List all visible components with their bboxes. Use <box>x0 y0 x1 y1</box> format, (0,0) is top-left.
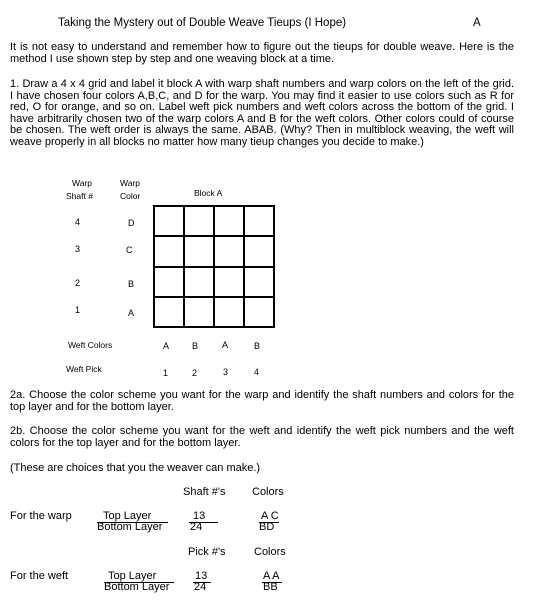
warp-row-label: For the warp <box>10 510 72 522</box>
intro-paragraph: It is not easy to understand and remember how to figure out the tieups for double weave. Here is the method I use shown step by step and one weaving block at a time. <box>10 41 514 65</box>
warp-color: D <box>128 218 135 228</box>
block-label: Block A <box>194 188 223 198</box>
weft-pick-label: Weft Pick <box>66 364 102 374</box>
weft-color: A <box>222 340 229 350</box>
colors-header: Colors <box>252 486 284 498</box>
warp-color: A <box>128 308 135 318</box>
pick-numbers-header: Pick #'s <box>188 546 226 558</box>
shaft-number: 4 <box>75 217 81 227</box>
grid-cell <box>155 268 185 298</box>
shaft-numbers-header: Shaft #'s <box>183 486 226 498</box>
bottom-layer-colors: BB <box>263 581 278 593</box>
weft-color: B <box>254 341 261 351</box>
choices-note: (These are choices that you the weaver can make.) <box>10 462 261 474</box>
step1-paragraph: 1. Draw a 4 x 4 grid and label it block A with warp shaft numbers and warp colors on the left of the grid. I have chosen four colors A,B,C, and D for the warp. You may find it easier to use colors such as R for red, O for orange, and so on. Label weft pick numbers and weft colors across the bottom of the grid. I have arbitrarily chosen two of the warp colors A and B for the weft colors. Other colors could of course be chosen. The weft order is always the same. ABAB. (Why? Then in multiblock weaving, the weft will weave properly in all blocks no matter how many tieup changes you decide to make.) <box>10 78 514 148</box>
shaft-number: 3 <box>75 244 81 254</box>
top-layer-label: Top Layer <box>103 510 152 522</box>
grid-cell <box>245 268 275 298</box>
weft-pick: 1 <box>163 368 169 378</box>
shaft-number: 2 <box>75 278 81 288</box>
weft-row-label: For the weft <box>10 570 69 582</box>
bottom-layer-shafts: 24 <box>190 521 203 533</box>
weft-pick: 3 <box>223 367 229 377</box>
warp-color-label-2: Color <box>120 191 141 201</box>
top-layer-shafts: 13 <box>193 510 206 522</box>
grid-cell <box>185 298 215 328</box>
warp-color: B <box>128 279 135 289</box>
top-layer-colors: A A <box>263 570 280 582</box>
weft-pick: 2 <box>192 368 198 378</box>
grid-cell <box>155 298 185 328</box>
grid-cell <box>245 298 275 328</box>
grid-cell <box>155 237 185 267</box>
warp-color-label-1: Warp <box>120 178 140 188</box>
top-layer-colors: A C <box>261 510 279 522</box>
grid-cell <box>245 237 275 267</box>
step2b-paragraph: 2b. Choose the color scheme you want for the weft and identify the weft pick numbers and the weft colors for the top layer and for the bottom layer. <box>10 425 514 449</box>
grid-cell <box>185 237 215 267</box>
bottom-layer-picks: 24 <box>194 581 207 593</box>
warp-color: C <box>126 245 133 255</box>
grid-cell <box>245 207 275 237</box>
tieup-grid <box>153 205 275 328</box>
bottom-layer-label: Bottom Layer <box>104 581 170 593</box>
top-layer-picks: 13 <box>195 570 208 582</box>
shaft-number-label: Shaft # <box>66 191 93 201</box>
weft-color: A <box>163 341 170 351</box>
colors-header: Colors <box>254 546 286 558</box>
grid-cell <box>215 268 245 298</box>
grid-cell <box>215 207 245 237</box>
step2a-paragraph: 2a. Choose the color scheme you want for the warp and identify the shaft numbers and colors for the top layer and for the bottom layer. <box>10 389 514 413</box>
bottom-layer-label: Bottom Layer <box>97 521 163 533</box>
grid-cell <box>185 207 215 237</box>
bottom-layer-colors: BD <box>259 521 275 533</box>
grid-cell <box>155 207 185 237</box>
weft-color: B <box>192 341 199 351</box>
block-letter: A <box>473 17 481 29</box>
shaft-number: 1 <box>75 305 81 315</box>
page-title: Taking the Mystery out of Double Weave Tieups (I Hope) <box>58 17 347 29</box>
weft-pick: 4 <box>254 367 260 377</box>
top-layer-label: Top Layer <box>108 570 157 582</box>
grid-cell <box>215 237 245 267</box>
grid-cell <box>185 268 215 298</box>
warp-label: Warp <box>72 178 92 188</box>
weft-colors-label: Weft Colors <box>68 340 113 350</box>
grid-cell <box>215 298 245 328</box>
